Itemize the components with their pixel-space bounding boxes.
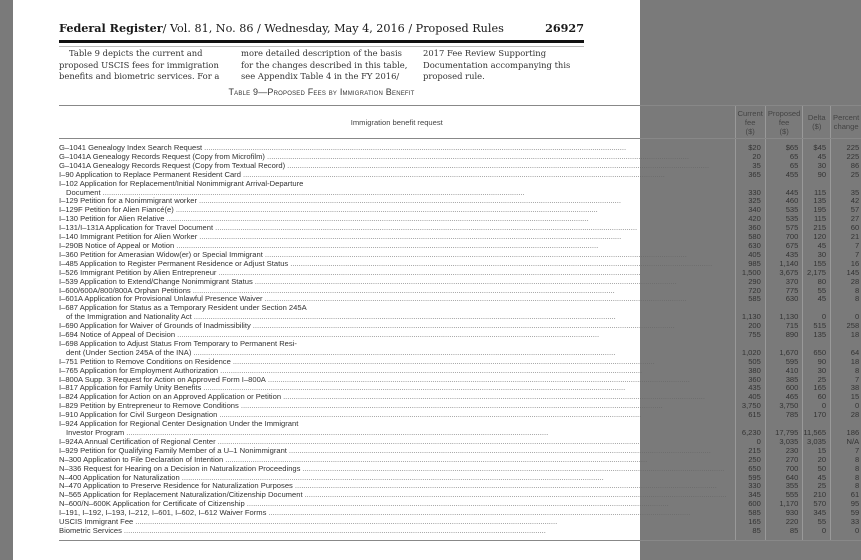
current-fee-cell: 1,130 (735, 313, 765, 322)
dot-leader: ........................................................................................................................................................................................................ (193, 312, 616, 322)
request-continuation-text: of the Immigration and Nationality Act (66, 312, 192, 322)
request-continuation-text: Document (66, 187, 101, 197)
dot-leader: ........................................................................................................................................................................................................ (254, 276, 677, 286)
delta-cell: 60 (803, 393, 831, 402)
request-text: N–565 Application for Replacement Naturalization/Citizenship Document (59, 490, 303, 500)
proposed-fee-cell: 775 (765, 287, 803, 296)
percent-change-cell: 42 (831, 197, 861, 206)
delta-cell: 195 (803, 206, 831, 215)
delta-cell: 30 (803, 251, 831, 260)
proposed-fee-cell: 17,795 (765, 429, 803, 438)
current-fee-cell: 250 (735, 456, 765, 465)
delta-cell: 3,035 (803, 438, 831, 447)
percent-change-cell: 225 (831, 139, 861, 153)
request-text: I–817 Application for Family Unity Benefits (59, 383, 202, 393)
request-text: N–600/N–600K Application for Certificate of Citizenship (59, 499, 245, 509)
current-fee-cell: 200 (735, 322, 765, 331)
current-fee-cell: 215 (735, 447, 765, 456)
column-header-proposed-fee: Proposed fee ($) (765, 106, 803, 139)
request-text: USCIS Immigrant Fee (59, 517, 134, 527)
request-text: I–539 Application to Extend/Change Nonimmigrant Status (59, 276, 253, 286)
request-text: I–751 Petition to Remove Conditions on Residence (59, 356, 231, 366)
dot-leader: ........................................................................................................................................................................................................ (290, 258, 713, 268)
current-fee-cell: 365 (735, 171, 765, 180)
proposed-fee-cell: 270 (765, 456, 803, 465)
proposed-fee-cell: 220 (765, 518, 803, 527)
request-text: N–470 Application to Preserve Residence for Naturalization Purposes (59, 481, 293, 491)
delta-cell: 155 (803, 260, 831, 269)
request-text: G–1041A Genealogy Records Request (Copy from Textual Record) (59, 160, 286, 170)
table-body (59, 139, 861, 541)
percent-change-cell: 61 (831, 491, 861, 500)
intro-line: see Appendix Table 4 in the FY 2016/ (241, 71, 400, 81)
dot-leader: ........................................................................................................................................................................................................ (287, 160, 710, 170)
delta-cell: 45 (803, 474, 831, 483)
percent-change-cell: 60 (831, 224, 861, 233)
intro-line: for the changes described in this table, (241, 59, 408, 70)
delta-cell: $45 (803, 139, 831, 153)
proposed-fee-cell: 675 (765, 242, 803, 251)
fees-table (59, 105, 861, 541)
request-text: I–130 Petition for Alien Relative (59, 214, 165, 224)
dot-leader: ........................................................................................................................................................................................................ (123, 525, 546, 535)
delta-cell: 45 (803, 295, 831, 304)
request-text: I–824 Application for Action on an Approved Application or Petition (59, 392, 282, 402)
proposed-fee-cell: 435 (765, 251, 803, 260)
percent-change-cell: 7 (831, 242, 861, 251)
request-text: I–601A Application for Provisional Unlawful Presence Waiver (59, 294, 263, 304)
dot-leader: ........................................................................................................................................................................................................ (242, 169, 665, 179)
request-text: N–336 Request for Hearing on a Decision in Naturalization Proceedings (59, 463, 301, 473)
proposed-fee-cell: 1,170 (765, 500, 803, 509)
current-fee-cell: 580 (735, 233, 765, 242)
table-title: Table 9—Proposed Fees by Immigration Benefit (228, 87, 415, 97)
dot-leader: ........................................................................................................................................................................................................ (217, 436, 640, 446)
proposed-fee-cell: 1,140 (765, 260, 803, 269)
percent-change-cell: 8 (831, 465, 861, 474)
request-text: I–485 Application to Register Permanent Residence or Adjust Status (59, 258, 289, 268)
request-continuation-text: Investor Program (66, 428, 125, 437)
header-rule-thick (59, 40, 584, 43)
percent-change-cell: 8 (831, 482, 861, 491)
delta-cell: 90 (803, 358, 831, 367)
request-text: I–924 Application for Regional Center Designation Under the Immigrant (59, 419, 299, 429)
proposed-fee-cell: 465 (765, 393, 803, 402)
percent-change-cell: 33 (831, 518, 861, 527)
percent-change-cell: 258 (831, 322, 861, 331)
column-header-delta: Delta ($) (803, 106, 831, 139)
document-page (13, 0, 860, 560)
delta-cell: 135 (803, 331, 831, 340)
intro-column-2 (241, 48, 407, 83)
delta-cell: 90 (803, 171, 831, 180)
running-header (59, 20, 584, 36)
proposed-fee-cell: 3,750 (765, 402, 803, 411)
proposed-fee-cell: 65 (765, 162, 803, 171)
proposed-fee-cell: 640 (765, 474, 803, 483)
delta-cell-empty (803, 304, 831, 313)
request-text: N–400 Application for Naturalization (59, 472, 180, 482)
delta-cell: 55 (803, 518, 831, 527)
percent-change-cell: 8 (831, 474, 861, 483)
proposed-fee-cell: 410 (765, 367, 803, 376)
journal-name: Federal Register (59, 21, 163, 35)
request-text: I–690 Application for Waiver of Grounds of Inadmissibility (59, 321, 251, 331)
proposed-fee-cell: 370 (765, 278, 803, 287)
current-fee-cell: 505 (735, 358, 765, 367)
request-text: I–140 Immigrant Petition for Alien Worker (59, 232, 198, 242)
proposed-fee-cell: $65 (765, 139, 803, 153)
dot-leader: ........................................................................................................................................................................................................ (166, 214, 589, 224)
proposed-fee-cell: 535 (765, 206, 803, 215)
proposed-fee-cell: 230 (765, 447, 803, 456)
proposed-fee-cell: 85 (765, 527, 803, 540)
proposed-fee-cell: 445 (765, 189, 803, 198)
request-cell (59, 139, 735, 153)
dot-leader: ........................................................................................................................................................................................................ (264, 249, 687, 259)
column-header-current-fee: Current fee ($) (735, 106, 765, 139)
current-fee-cell: 6,230 (735, 429, 765, 438)
percent-change-cell: 145 (831, 269, 861, 278)
delta-cell: 120 (803, 233, 831, 242)
delta-cell: 25 (803, 482, 831, 491)
percent-change-cell: 7 (831, 447, 861, 456)
request-text: I–131/I–131A Application for Travel Document (59, 223, 214, 233)
delta-cell: 25 (803, 376, 831, 385)
current-fee-cell: 615 (735, 411, 765, 420)
proposed-fee-cell: 700 (765, 233, 803, 242)
proposed-fee-cell: 890 (765, 331, 803, 340)
proposed-fee-cell: 65 (765, 153, 803, 162)
percent-change-cell: 86 (831, 162, 861, 171)
percent-change-cell: 18 (831, 358, 861, 367)
request-text: I–765 Application for Employment Authorization (59, 365, 219, 375)
percent-change-cell: 59 (831, 509, 861, 518)
percent-change-cell: 28 (831, 278, 861, 287)
intro-column-1 (59, 48, 219, 83)
delta-cell: 20 (803, 456, 831, 465)
dot-leader: ........................................................................................................................................................................................................ (232, 356, 655, 366)
proposed-fee-cell: 700 (765, 465, 803, 474)
percent-change-cell: 64 (831, 349, 861, 358)
current-fee-cell: 595 (735, 474, 765, 483)
delta-cell: 80 (803, 278, 831, 287)
current-fee-cell: 340 (735, 206, 765, 215)
delta-cell: 210 (803, 491, 831, 500)
request-text: I–910 Application for Civil Surgeon Designation (59, 410, 218, 420)
dot-leader: ........................................................................................................................................................................................................ (283, 392, 706, 402)
percent-change-cell: 7 (831, 376, 861, 385)
delta-cell: 2,175 (803, 269, 831, 278)
delta-cell: 135 (803, 197, 831, 206)
delta-cell: 45 (803, 242, 831, 251)
percent-change-cell: 225 (831, 153, 861, 162)
issue-info: / Vol. 81, No. 86 / Wednesday, May 4, 2016 / Proposed Rules (162, 22, 504, 35)
dot-leader: ........................................................................................................................................................................................................ (181, 472, 604, 482)
delta-cell: 115 (803, 189, 831, 198)
proposed-fee-cell: 355 (765, 482, 803, 491)
request-text: I–800A Supp. 3 Request for Action on Approved Form I–800A (59, 374, 266, 384)
dot-leader: ........................................................................................................................................................................................................ (266, 151, 689, 161)
percent-change-cell: 8 (831, 367, 861, 376)
delta-cell: 30 (803, 367, 831, 376)
intro-line: 2017 Fee Review Supporting (423, 48, 547, 58)
proposed-fee-cell: 535 (765, 215, 803, 224)
percent-change-cell: 8 (831, 456, 861, 465)
current-fee-cell: 1,020 (735, 349, 765, 358)
percent-change-cell: 7 (831, 251, 861, 260)
table-row (59, 139, 861, 153)
percent-change-cell: 8 (831, 287, 861, 296)
current-fee-cell: 3,750 (735, 402, 765, 411)
proposed-fee-cell: 1,670 (765, 349, 803, 358)
dot-leader: ........................................................................................................................................................................................................ (177, 330, 600, 340)
request-continuation-text: dent (Under Section 245A of the INA) (66, 347, 192, 357)
dot-leader: ........................................................................................................................................................................................................ (135, 517, 558, 527)
percent-change-cell: 0 (831, 313, 861, 322)
request-text: I–929 Petition for Qualifying Family Member of a U–1 Nonimmigrant (59, 445, 287, 455)
dot-leader: ........................................................................................................................................................................................................ (193, 347, 616, 357)
proposed-fee-cell: 575 (765, 224, 803, 233)
current-fee-cell: 720 (735, 287, 765, 296)
proposed-fee-cell: 460 (765, 197, 803, 206)
delta-cell: 15 (803, 447, 831, 456)
request-text: G–1041 Genealogy Index Search Request (59, 143, 203, 152)
proposed-fee-cell: 595 (765, 358, 803, 367)
current-fee-cell: 435 (735, 384, 765, 393)
delta-cell: 55 (803, 287, 831, 296)
dot-leader: ........................................................................................................................................................................................................ (294, 481, 717, 491)
page-number: 26927 (545, 21, 584, 35)
delta-cell: 30 (803, 162, 831, 171)
delta-cell: 570 (803, 500, 831, 509)
percent-change-cell: 27 (831, 215, 861, 224)
percent-change-cell: 95 (831, 500, 861, 509)
percent-change-cell: 57 (831, 206, 861, 215)
request-text: I–90 Application to Replace Permanent Resident Card (59, 169, 241, 179)
percent-change-cell: 18 (831, 331, 861, 340)
header-rule-thin (59, 46, 584, 47)
percent-change-cell: 16 (831, 260, 861, 269)
request-text: I–191, I–192, I–193, I–212, I–601, I–602, I–612 Waiver Forms (59, 508, 267, 518)
delta-cell: 215 (803, 224, 831, 233)
intro-line: Documentation accompanying this (423, 59, 571, 70)
delta-cell: 165 (803, 384, 831, 393)
delta-cell: 50 (803, 465, 831, 474)
column-header-request: Immigration benefit request (59, 106, 735, 139)
current-fee-cell: 325 (735, 197, 765, 206)
percent-change-cell: 21 (831, 233, 861, 242)
dot-leader: ........................................................................................................................................................................................................ (220, 365, 643, 375)
request-text: I–290B Notice of Appeal or Motion (59, 240, 175, 250)
proposed-fee-cell: 3,035 (765, 438, 803, 447)
delta-cell: 170 (803, 411, 831, 420)
current-fee-cell: 755 (735, 331, 765, 340)
dot-leader: ........................................................................................................................................................................................................ (102, 187, 525, 197)
request-text: I–129F Petition for Alien Fiancé(e) (59, 205, 174, 215)
proposed-fee-cell: 3,675 (765, 269, 803, 278)
dot-leader: ........................................................................................................................................................................................................ (203, 383, 626, 393)
request-text: I–526 Immigrant Petition by Alien Entrepreneur (59, 267, 217, 277)
current-fee-cell: $20 (735, 139, 765, 153)
proposed-fee-cell: 1,130 (765, 313, 803, 322)
request-text: I–924A Annual Certification of Regional Center (59, 436, 216, 446)
intro-line: proposed rule. (423, 71, 485, 81)
current-fee-cell: 630 (735, 242, 765, 251)
dot-leader: ........................................................................................................................................................................................................ (288, 445, 711, 455)
delta-cell: 11,565 (803, 429, 831, 438)
current-fee-cell: 0 (735, 438, 765, 447)
current-fee-cell: 85 (735, 527, 765, 540)
request-text: I–698 Application to Adjust Status From Temporary to Permanent Resi- (59, 338, 297, 348)
delta-cell: 45 (803, 153, 831, 162)
proposed-fee-cell: 785 (765, 411, 803, 420)
percent-change-cell: 38 (831, 384, 861, 393)
percent-change-cell: 186 (831, 429, 861, 438)
dot-leader: ........................................................................................................................................................................................................ (126, 428, 549, 437)
proposed-fee-cell: 455 (765, 171, 803, 180)
current-fee-cell: 585 (735, 509, 765, 518)
current-fee-cell: 585 (735, 295, 765, 304)
delta-cell: 515 (803, 322, 831, 331)
proposed-fee-cell: 385 (765, 376, 803, 385)
delta-cell: 115 (803, 215, 831, 224)
dot-leader: ........................................................................................................................................................................................................ (199, 196, 621, 206)
proposed-fee-cell: 630 (765, 295, 803, 304)
intro-line: benefits and biometric services. For a (59, 71, 220, 81)
request-text: I–829 Petition by Entrepreneur to Remove Conditions (59, 401, 239, 411)
dot-leader: ........................................................................................................................................................................................................ (215, 223, 638, 233)
proposed-fee-cell: 930 (765, 509, 803, 518)
percent-change-cell: 0 (831, 527, 861, 540)
request-text: I–360 Petition for Amerasian Widow(er) or Special Immigrant (59, 249, 263, 259)
delta-cell: 0 (803, 402, 831, 411)
request-cell (59, 527, 735, 540)
current-fee-cell: 360 (735, 376, 765, 385)
current-fee-cell: 35 (735, 162, 765, 171)
current-fee-cell: 600 (735, 500, 765, 509)
dot-leader: ........................................................................................................................................................................................................ (304, 490, 727, 500)
dot-leader: ........................................................................................................................................................................................................ (175, 205, 598, 215)
dot-leader: ........................................................................................................................................................................................................ (225, 454, 648, 464)
current-fee-cell: 405 (735, 251, 765, 260)
percent-change-cell: 0 (831, 402, 861, 411)
request-leader (59, 527, 735, 536)
current-fee-cell: 165 (735, 518, 765, 527)
request-text: I–129 Petition for a Nonimmigrant worker (59, 196, 198, 206)
percent-change-cell: 28 (831, 411, 861, 420)
delta-cell: 0 (803, 527, 831, 540)
current-fee-cell: 330 (735, 189, 765, 198)
percent-change-cell: 25 (831, 171, 861, 180)
dot-leader: ........................................................................................................................................................................................................ (204, 143, 627, 152)
column-header-percent-change: Percent change (831, 106, 861, 139)
dot-leader: ........................................................................................................................................................................................................ (267, 374, 690, 384)
current-fee-cell: 420 (735, 215, 765, 224)
dot-leader: ........................................................................................................................................................................................................ (176, 240, 599, 250)
dot-leader: ........................................................................................................................................................................................................ (199, 232, 622, 242)
percent-change-cell: N/A (831, 438, 861, 447)
delta-cell: 345 (803, 509, 831, 518)
current-fee-cell: 405 (735, 393, 765, 402)
current-fee-cell: 360 (735, 224, 765, 233)
proposed-fee-cell: 715 (765, 322, 803, 331)
dot-leader: ........................................................................................................................................................................................................ (268, 508, 691, 518)
percent-change-cell: 8 (831, 295, 861, 304)
dot-leader: ........................................................................................................................................................................................................ (252, 321, 675, 331)
current-fee-cell: 330 (735, 482, 765, 491)
percent-change-cell: 15 (831, 393, 861, 402)
current-fee-cell: 650 (735, 465, 765, 474)
proposed-fee-cell: 555 (765, 491, 803, 500)
dot-leader: ........................................................................................................................................................................................................ (240, 401, 663, 411)
proposed-fee-cell: 600 (765, 384, 803, 393)
current-fee-cell: 380 (735, 367, 765, 376)
current-fee-cell: 1,500 (735, 269, 765, 278)
table-header-row (59, 106, 861, 139)
intro-line: Table 9 depicts the current and (69, 48, 203, 58)
current-fee-cell: 290 (735, 278, 765, 287)
intro-line: more detailed description of the basis (241, 48, 402, 58)
dot-leader: ........................................................................................................................................................................................................ (192, 285, 615, 295)
percent-change-cell: 35 (831, 189, 861, 198)
request-text: I–102 Application for Replacement/Initial Nonimmigrant Arrival-Departure (59, 178, 304, 188)
request-text: I–694 Notice of Appeal of Decision (59, 330, 176, 340)
current-fee-cell: 985 (735, 260, 765, 269)
delta-cell: 650 (803, 349, 831, 358)
dot-leader: ........................................................................................................................................................................................................ (302, 463, 725, 473)
delta-cell: 0 (803, 313, 831, 322)
dot-leader: ........................................................................................................................................................................................................ (264, 294, 687, 304)
request-text: I–687 Application for Status as a Temporary Resident under Section 245A (59, 303, 307, 313)
request-text: G–1041A Genealogy Records Request (Copy from Microfilm) (59, 151, 265, 161)
current-fee-cell: 20 (735, 153, 765, 162)
request-text: N–300 Application to File Declaration of Intention (59, 454, 224, 464)
request-text: I–600/600A/800/800A Orphan Petitions (59, 285, 191, 295)
current-fee-cell: 345 (735, 491, 765, 500)
table-row (59, 527, 861, 540)
request-text: Biometric Services (59, 525, 122, 535)
dot-leader: ........................................................................................................................................................................................................ (218, 267, 641, 277)
intro-column-3 (423, 48, 570, 83)
dot-leader: ........................................................................................................................................................................................................ (219, 410, 642, 420)
dot-leader: ........................................................................................................................................................................................................ (246, 499, 669, 509)
intro-line: proposed USCIS fees for immigration (59, 59, 219, 70)
